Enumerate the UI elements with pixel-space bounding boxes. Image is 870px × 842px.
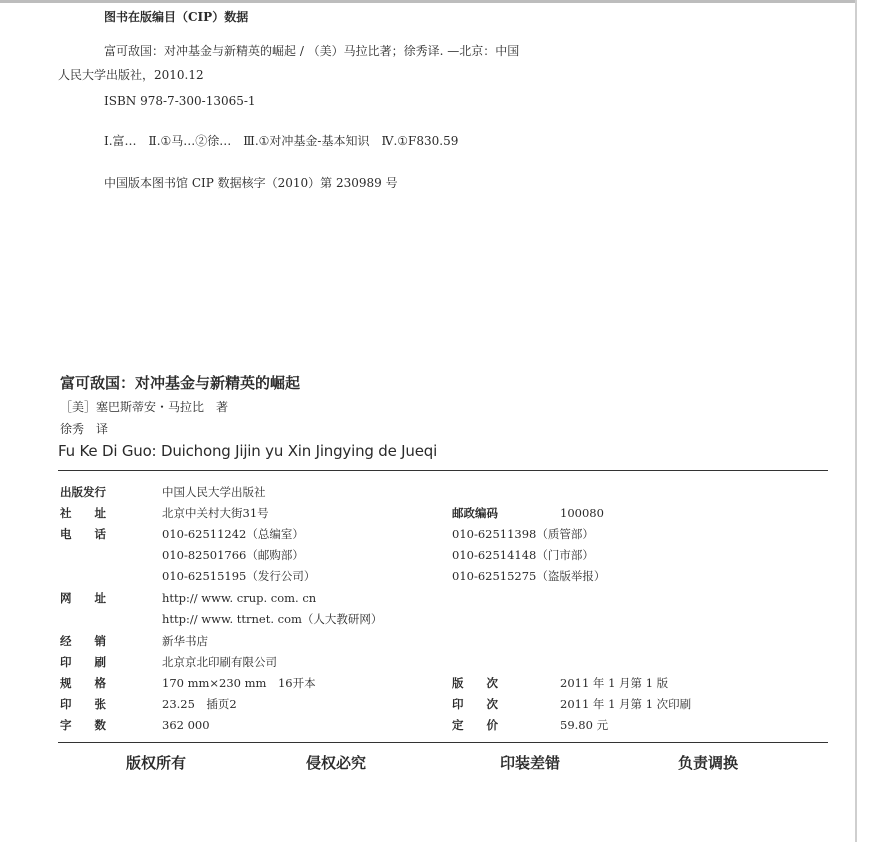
postcode-label: 邮政编码 [452, 506, 498, 520]
rights-statement [60, 752, 830, 776]
page-border-right [855, 0, 857, 842]
cip-heading: 图书在版编目（CIP）数据 [104, 10, 249, 24]
rights-item: 版权所有 [126, 754, 187, 772]
cip-title-line: 富可敌国：对冲基金与新精英的崛起 / （美）马拉比著；徐秀译. —北京：中国 [104, 44, 520, 58]
web-url: http:// www. ttrnet. com（人大教研网） [162, 612, 383, 626]
web-label: 网 址 [60, 591, 106, 605]
words-value: 362 000 [162, 718, 210, 732]
sheets-value: 23.25 插页2 [162, 697, 237, 711]
cip-classification: Ⅰ.富… Ⅱ.①马…②徐… Ⅲ.①对冲基金-基本知识 Ⅳ.①F830.59 [104, 134, 459, 148]
spec-label: 规 格 [60, 676, 106, 690]
printing-label: 印 次 [452, 697, 498, 711]
phone-value: 010-62511398（质管部） [452, 527, 594, 541]
edition-value: 2011 年 1 月第 1 版 [560, 676, 669, 690]
words-label: 字 数 [60, 718, 106, 732]
postcode-value: 100080 [560, 506, 604, 520]
rights-item: 侵权必究 [306, 754, 367, 772]
phone-value: 010-82501766（邮购部） [162, 548, 304, 562]
cip-isbn: ISBN 978-7-300-13065-1 [104, 94, 256, 108]
rights-item: 印装差错 [500, 754, 561, 772]
price-value: 59.80 元 [560, 718, 609, 732]
phone-value: 010-62515275（盗版举报） [452, 569, 606, 583]
sheets-label: 印 张 [60, 697, 106, 711]
printing-value: 2011 年 1 月第 1 次印刷 [560, 697, 692, 711]
phone-value: 010-62514148（门市部） [452, 548, 594, 562]
printer-label: 印 刷 [60, 655, 106, 669]
cip-publisher-line: 人民大学出版社，2010.12 [58, 68, 204, 82]
book-author: ［美］塞巴斯蒂安・马拉比 著 [60, 400, 229, 414]
divider-bottom [58, 742, 828, 743]
divider-top [58, 470, 828, 471]
distributor-value: 新华书店 [162, 634, 208, 648]
web-url: http:// www. crup. com. cn [162, 591, 317, 605]
phone-label: 电 话 [60, 527, 106, 541]
phone-value: 010-62515195（发行公司） [162, 569, 316, 583]
address-value: 北京中关村大街31号 [162, 506, 269, 520]
rights-item: 负责调换 [678, 754, 739, 772]
book-translator: 徐秀 译 [60, 422, 109, 436]
page-border-top [0, 0, 855, 3]
cip-record-number: 中国版本图书馆 CIP 数据核字（2010）第 230989 号 [104, 176, 398, 190]
phone-value: 010-62511242（总编室） [162, 527, 304, 541]
book-pinyin-title: Fu Ke Di Guo: Duichong Jijin yu Xin Jingying de Jueqi [58, 442, 438, 460]
address-label: 社 址 [60, 506, 106, 520]
spec-value: 170 mm×230 mm 16开本 [162, 676, 316, 690]
edition-label: 版 次 [452, 676, 498, 690]
book-title: 富可敌国：对冲基金与新精英的崛起 [60, 374, 301, 392]
distributor-label: 经 销 [60, 634, 106, 648]
publisher-label: 出版发行 [60, 485, 106, 499]
publisher-value: 中国人民大学出版社 [162, 485, 266, 499]
price-label: 定 价 [452, 718, 498, 732]
printer-value: 北京京北印刷有限公司 [162, 655, 277, 669]
